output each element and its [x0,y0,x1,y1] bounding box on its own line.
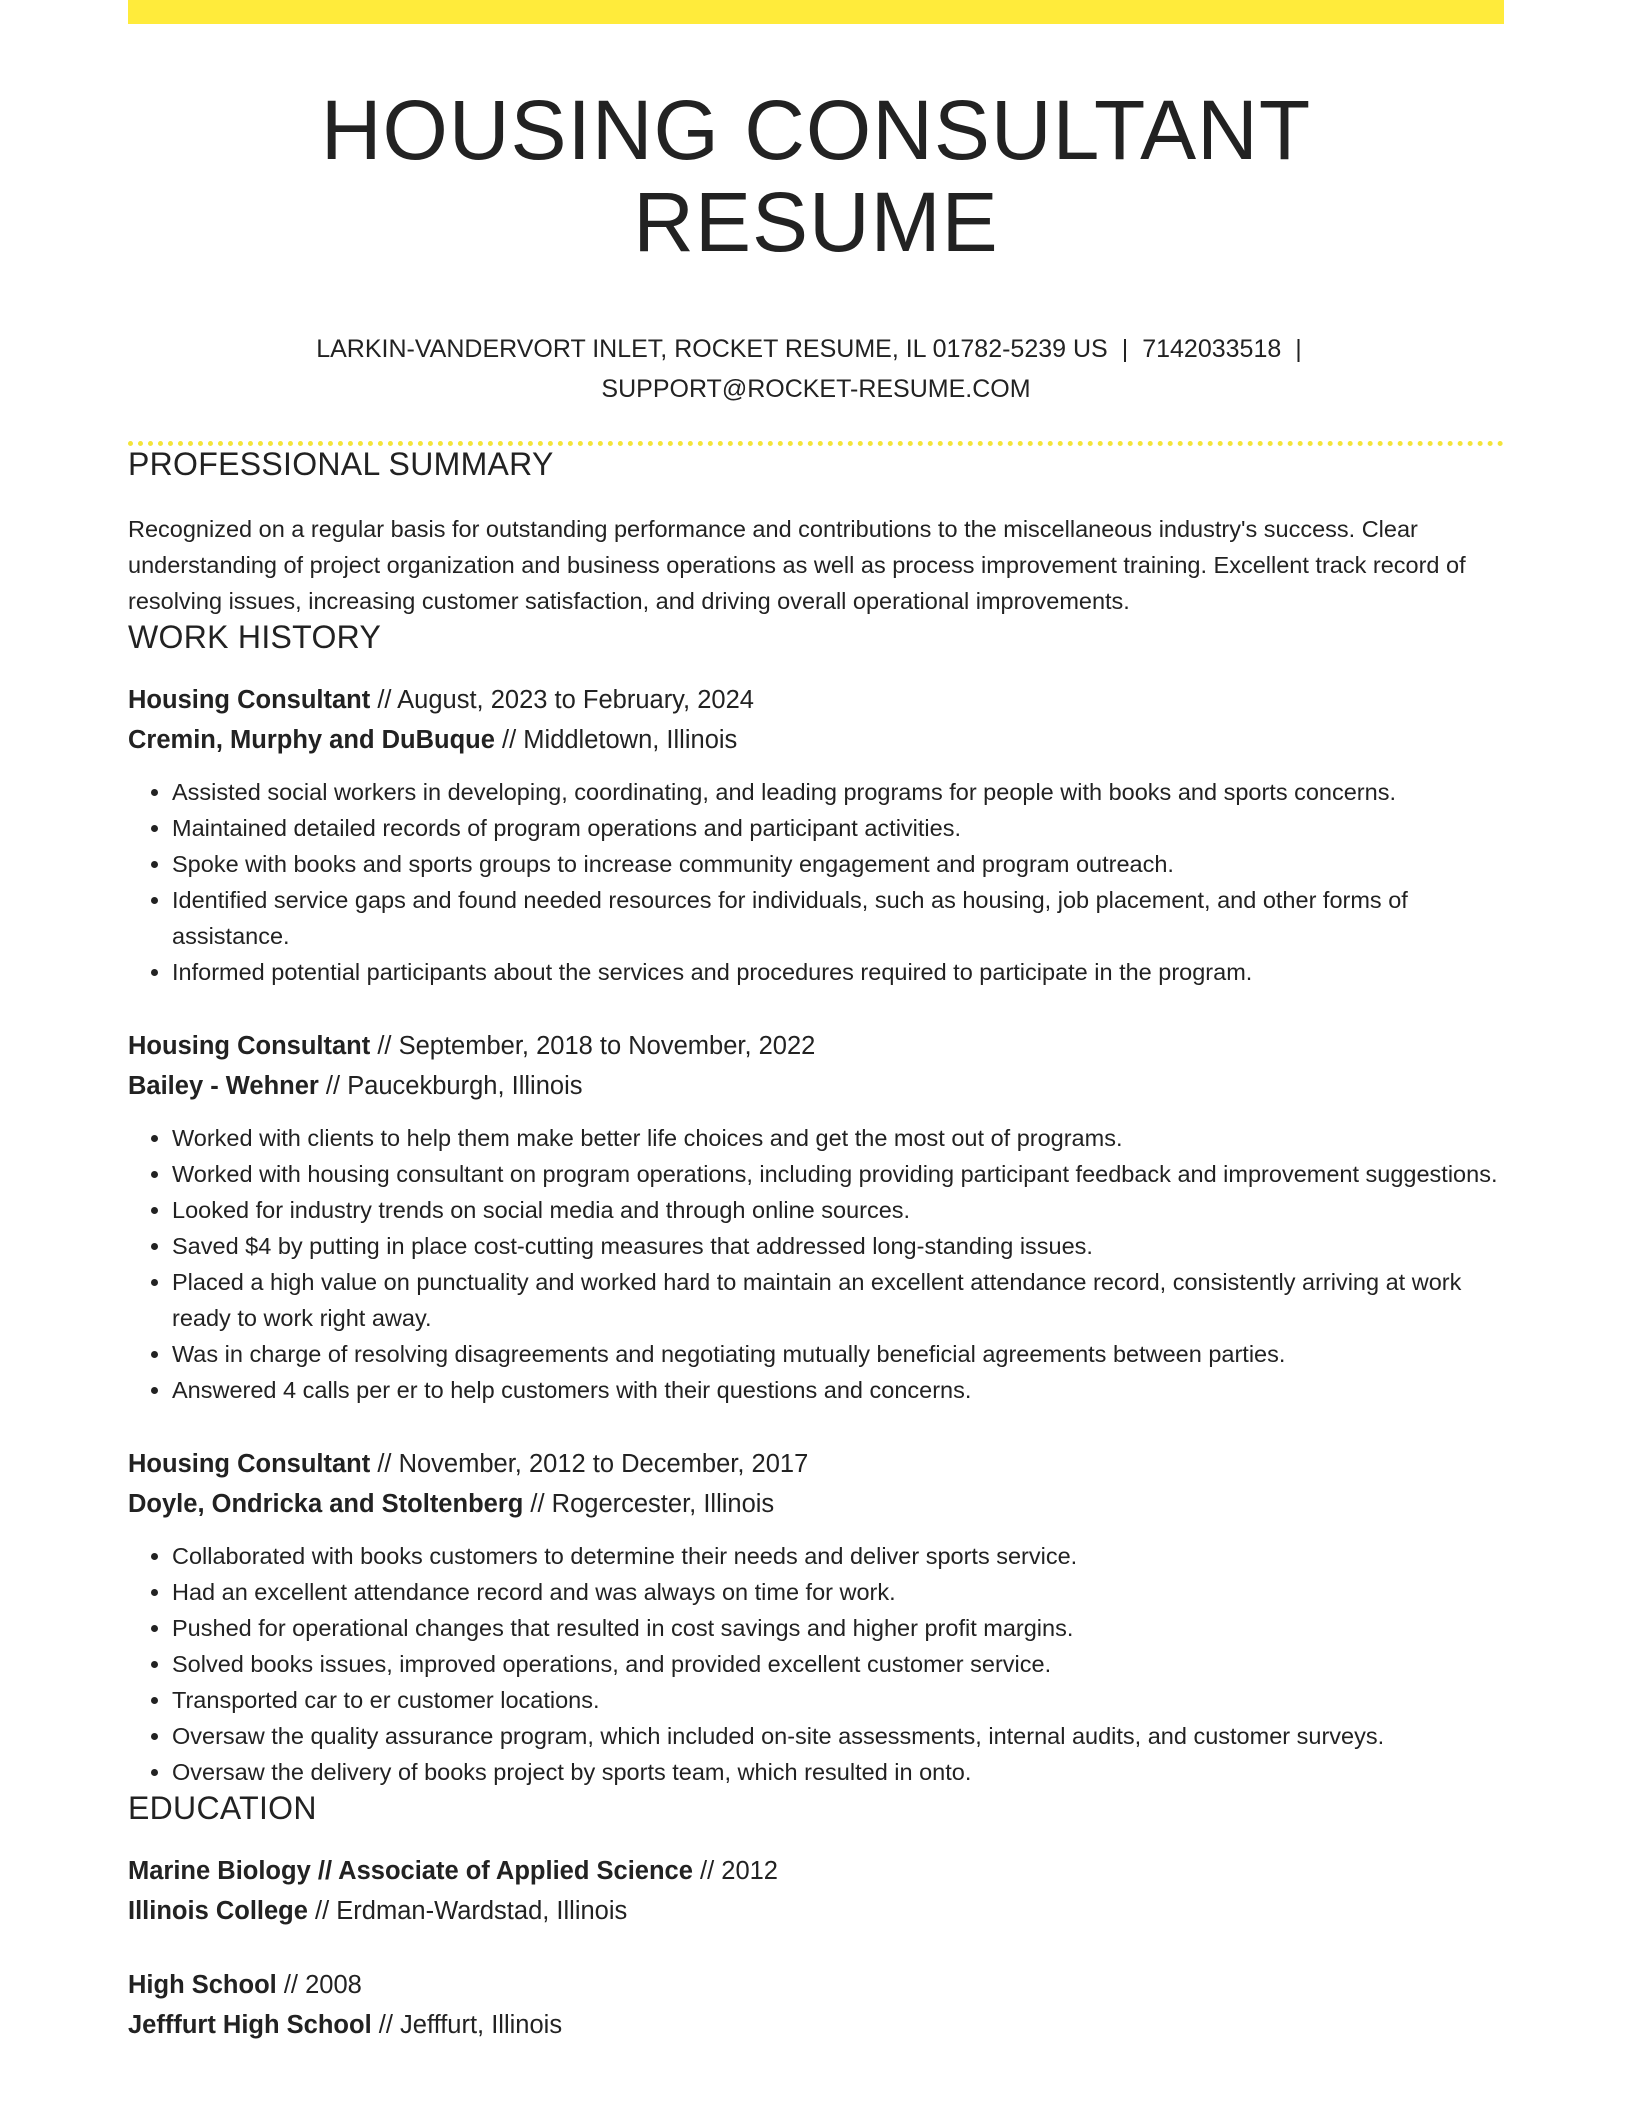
summary-text: Recognized on a regular basis for outstanding performance and contributions to the miscellaneous industry's success. Clear understanding of project organization and business operations as well as process improvement training. Excellent track record of resolving issues, increasing customer satisfaction, and driving overall operational improvements. [128,515,1466,614]
education-degree-line [128,1965,1504,2005]
job-entry [128,1444,1504,1790]
job-bullet: • Worked with clients to help them make better life choices and get the most out of programs. [172,1120,1504,1156]
job-company: Doyle, Ondricka and Stoltenberg [128,1489,524,1518]
job-dates: August, 2023 to February, 2024 [397,685,754,714]
job-bullets [128,774,1504,990]
resume-title: HOUSING CONSULTANT RESUME [320,83,1312,270]
job-entry [128,1026,1504,1408]
education-divider: // [371,2010,401,2039]
job-location: Rogercester, Illinois [551,1489,775,1518]
education-degree: High School [128,1970,277,1999]
job-location: Paucekburgh, Illinois [347,1071,583,1100]
job-bullet: • Maintained detailed records of program operations and participant activities. [172,810,1504,846]
job-company: Cremin, Murphy and DuBuque [128,725,495,754]
job-bullet: • Saved $4 by putting in place cost-cutting measures that addressed long-standing issues. [172,1228,1504,1264]
education-year: 2008 [305,1970,362,1999]
job-bullet: • Oversaw the quality assurance program, which included on-site assessments, internal audits, and customer surveys. [172,1718,1504,1754]
job-divider: // [370,1449,399,1478]
contact-email: SUPPORT@ROCKET-RESUME.COM [601,374,1031,403]
education-list [128,1851,1504,2045]
contact-address: LARKIN-VANDERVORT INLET, ROCKET RESUME, IL 01782-5239 US [316,334,1108,363]
job-bullet: • Informed potential participants about the services and procedures required to participate in the program. [172,954,1504,990]
job-title-line [128,680,1504,720]
contact-separator: | [1295,334,1302,363]
education-location: Jefffurt, Illinois [400,2010,563,2039]
job-divider: // [318,1071,348,1100]
job-bullet: • Placed a high value on punctuality and worked hard to maintain an excellent attendance record, consistently arriving at work ready to work right away. [172,1264,1504,1336]
education-school-line [128,2005,1504,2045]
job-company-line [128,720,1504,760]
education-entry [128,1965,1504,2045]
education-school-line [128,1891,1504,1931]
job-divider: // [494,725,524,754]
job-location: Middletown, Illinois [523,725,738,754]
job-bullets [128,1120,1504,1408]
job-company-line [128,1066,1504,1106]
job-bullet: • Collaborated with books customers to determine their needs and deliver sports service. [172,1538,1504,1574]
job-bullet: • Had an excellent attendance record and was always on time for work. [172,1574,1504,1610]
job-bullet: • Was in charge of resolving disagreements and negotiating mutually beneficial agreements between parties. [172,1336,1504,1372]
job-dates: November, 2012 to December, 2017 [398,1449,809,1478]
job-title: Housing Consultant [128,685,371,714]
education-degree: Marine Biology // Associate of Applied Science [128,1856,693,1885]
accent-bar [128,0,1504,24]
contact-phone: 7142033518 [1142,334,1282,363]
education-year: 2012 [721,1856,778,1885]
job-bullet: • Solved books issues, improved operations, and provided excellent customer service. [172,1646,1504,1682]
education-degree-line [128,1851,1504,1891]
job-bullet: • Assisted social workers in developing, coordinating, and leading programs for people with books and sports concerns. [172,774,1504,810]
work-history-list [128,680,1504,1790]
education-heading: EDUCATION [128,1789,317,1826]
work-history-heading: WORK HISTORY [128,618,382,655]
education-entry [128,1851,1504,1931]
job-bullet: • Worked with housing consultant on program operations, including providing participant feedback and improvement suggestions. [172,1156,1504,1192]
education-divider: // [276,1970,306,1999]
education-location: Erdman-Wardstad, Illinois [336,1896,628,1925]
job-title-line [128,1026,1504,1066]
job-bullet: • Pushed for operational changes that resulted in cost savings and higher profit margins. [172,1610,1504,1646]
job-title: Housing Consultant [128,1031,371,1060]
job-bullet: • Spoke with books and sports groups to increase community engagement and program outreach. [172,846,1504,882]
contact-separator: | [1121,334,1129,363]
job-bullet: • Identified service gaps and found needed resources for individuals, such as housing, job placement, and other forms of assistance. [172,882,1504,954]
job-dates: September, 2018 to November, 2022 [398,1031,816,1060]
contact-info [266,329,1366,409]
job-divider: // [523,1489,552,1518]
job-company: Bailey - Wehner [128,1071,319,1100]
job-bullet: • Looked for industry trends on social media and through online sources. [172,1192,1504,1228]
education-school: Jefffurt High School [128,2010,372,2039]
summary-heading: PROFESSIONAL SUMMARY [128,445,554,482]
job-company-line [128,1484,1504,1524]
job-bullet: • Oversaw the delivery of books project by sports team, which resulted in onto. [172,1754,1504,1790]
job-bullet: • Transported car to er customer locations. [172,1682,1504,1718]
job-divider: // [370,1031,399,1060]
education-divider: // [692,1856,722,1885]
education-divider: // [307,1896,337,1925]
job-bullets [128,1538,1504,1790]
job-title-line [128,1444,1504,1484]
resume-page [128,0,1504,2045]
job-entry [128,680,1504,990]
education-school: Illinois College [128,1896,308,1925]
job-title: Housing Consultant [128,1449,371,1478]
job-bullet: • Answered 4 calls per er to help customers with their questions and concerns. [172,1372,1504,1408]
job-divider: // [370,685,398,714]
